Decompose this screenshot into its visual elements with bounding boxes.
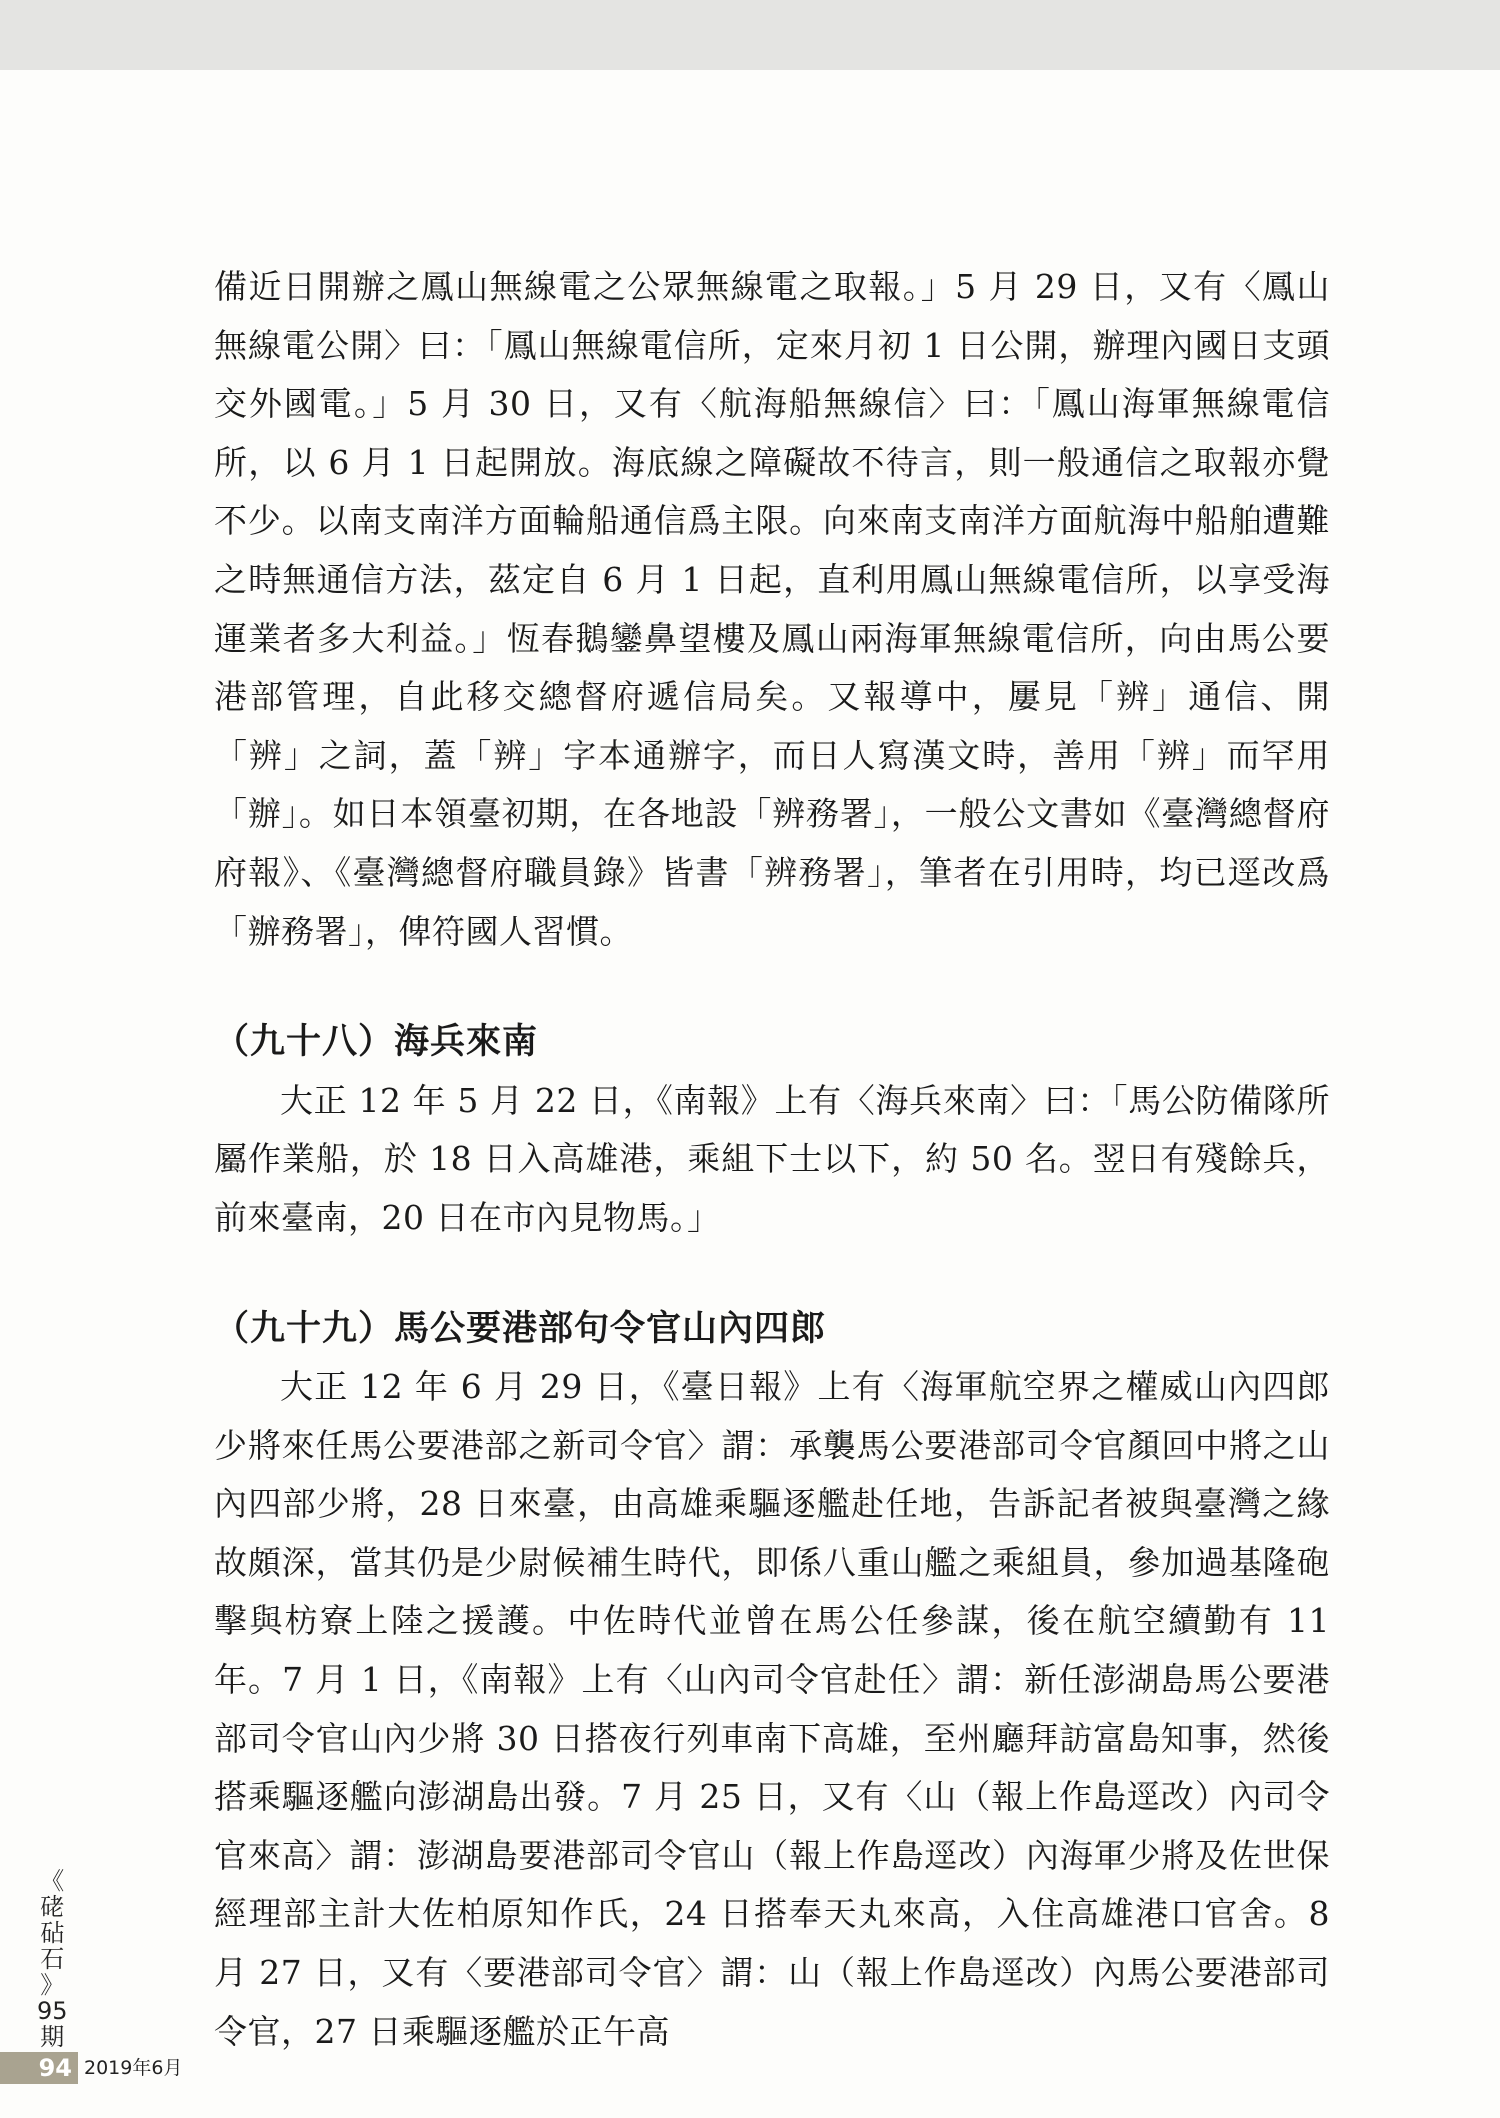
scan-top-edge xyxy=(0,0,1500,70)
journal-title-vertical xyxy=(37,1868,68,2050)
section-gap xyxy=(214,961,1330,1013)
article-body xyxy=(214,258,1330,2061)
journal-title-char: 《 xyxy=(40,1867,65,1895)
journal-title-char: 硓 xyxy=(40,1893,65,1921)
journal-issue-number: 95 xyxy=(37,1997,68,2025)
section-heading-99: （九十九）馬公要港部句令官山內四郎 xyxy=(214,1308,827,1349)
journal-title-char: 》 xyxy=(40,1971,65,1999)
paragraph-continuation: 備近日開辦之鳳山無線電之公眾無線電之取報。」5 月 29 日，又有〈鳳山無線電公開〉曰：「鳳山無線電信所，定來月初 1 日公開，辦理內國日支頭交外國電。」5 月 30 日，又有〈航海船無線信〉曰：「鳳山海軍無線電信所，以 6 月 1 日起開放。海底線之障礙故不待言，則一般通信之取報亦覺不少。以南支南洋方面輪船通信爲主限。向來南支南洋方面航海中船舶遭難之時無通信方法，茲定自 6 月 1 日起，直利用鳳山無線電信所，以享受海運業者多大利益。」恆春鵝鑾鼻望樓及鳳山兩海軍無線電信所，向由馬公要港部管理，自此移交總督府遞信局矣。又報導中，屢見「辨」通信、開「辨」之詞，蓋「辨」字本通辦字，而日人寫漢文時，善用「辨」而罕用「辦」。如日本領臺初期，在各地設「辨務署」，一般公文書如《臺灣總督府府報》、《臺灣總督府職員錄》皆書「辨務署」，筆者在引用時，均已逕改爲「辦務署」，俾符國人習慣。 xyxy=(214,267,1330,951)
journal-title-char: 砧 xyxy=(40,1919,65,1947)
section-gap xyxy=(214,1248,1330,1300)
issue-date: 2019年6月 xyxy=(84,2057,183,2079)
section-heading-98: （九十八）海兵來南 xyxy=(214,1022,539,1063)
journal-title-char: 期 xyxy=(40,2023,65,2051)
journal-title-char: 石 xyxy=(40,1945,65,1973)
page-number: 94 xyxy=(0,2052,78,2084)
section-98-paragraph: 大正 12 年 5 月 22 日，《南報》上有〈海兵來南〉曰：「馬公防備隊所屬作業船，於 18 日入高雄港，乘組下士以下，約 50 名。翌日有殘餘兵，前來臺南，20 日在市內見物馬。」 xyxy=(214,1080,1330,1237)
section-99-paragraph: 大正 12 年 6 月 29 日，《臺日報》上有〈海軍航空界之權威山內四郎少將來任馬公要港部之新司令官〉謂：承襲馬公要港部司令官顏回中將之山內四部少將，28 日來臺，由高雄乘驅逐艦赴任地，告訴記者被與臺灣之緣故頗深，當其仍是少尉候補生時代，即係八重山艦之乘組員，參加過基隆砲擊與枋寮上陸之援護。中佐時代並曾在馬公任參謀，後在航空續勤有 11 年。7 月 1 日，《南報》上有〈山內司令官赴任〉謂：新任澎湖島馬公要港部司令官山內少將 30 日搭夜行列車南下高雄，至州廳拜訪富島知事，然後搭乘驅逐艦向澎湖島出發。7 月 25 日，又有〈山（報上作島逕改）內司令官來高〉謂：澎湖島要港部司令官山（報上作島逕改）內海軍少將及佐世保經理部主計大佐柏原知作氏，24 日搭奉天丸來高，入住高雄港口官舍。8 月 27 日，又有〈要港部司令官〉謂：山（報上作島逕改）內馬公要港部司令官，27 日乘驅逐艦於正午高 xyxy=(214,1367,1330,2051)
